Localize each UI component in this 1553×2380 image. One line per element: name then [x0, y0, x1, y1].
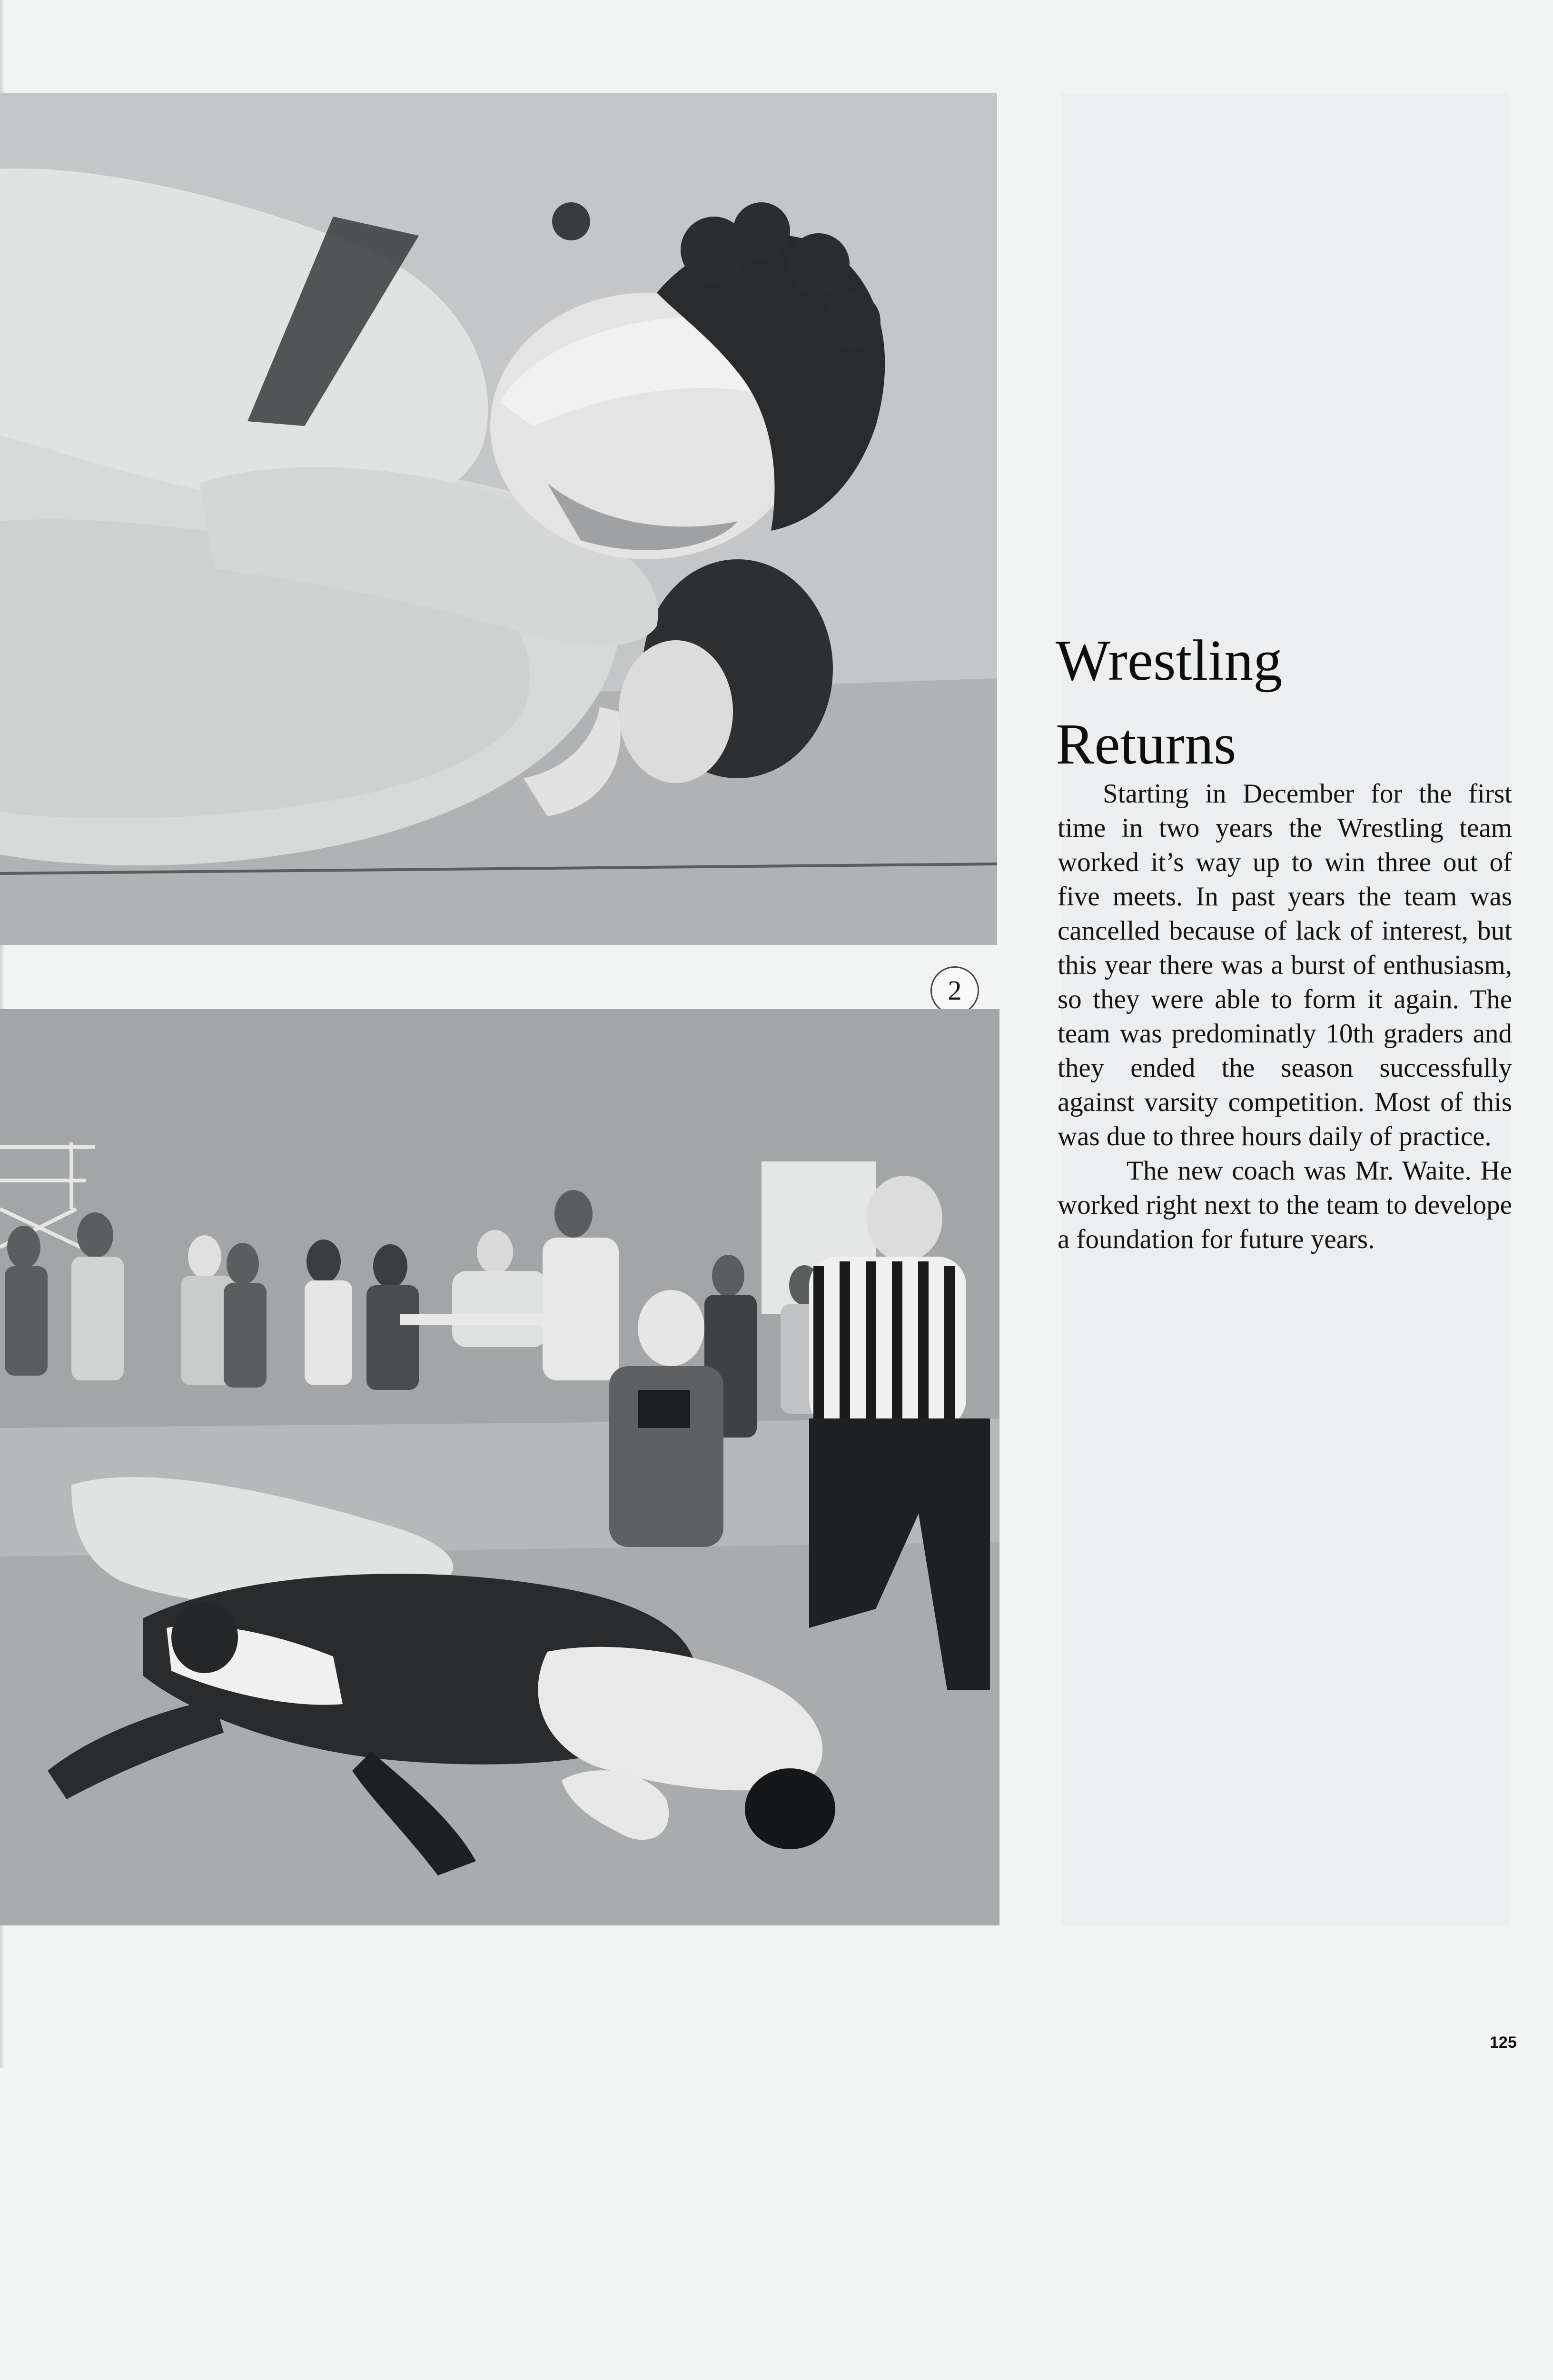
article-paragraph: The new coach was Mr. Waite. He worked right next to the team to develope a foundation for future years. — [1058, 1156, 1512, 1254]
wrestlers-closeup-photo — [0, 93, 997, 1006]
article-body — [1058, 777, 1512, 1257]
headline-line-1: Wrestling — [1056, 628, 1283, 693]
wrestling-match-photo — [0, 1009, 999, 1925]
wrestlers-closeup-illustration — [0, 93, 997, 945]
photo-number-badge: 2 — [930, 966, 979, 1015]
wrestling-match-illustration — [0, 1009, 999, 1925]
headline-line-2: Returns — [1056, 712, 1236, 776]
page-number: 125 — [1490, 2033, 1517, 2052]
article-paragraph: Starting in December for the first time in two years the Wrestling team worked it’s way up to win three out of five meets. In past years the team was cancelled because of lack of interest, but this year there was a burst of enthusiasm, so they were able to form it again. The team was predominatly 10th graders and they ended the season successfully against varsity competition. Most of this was due to three hours daily of practice. — [1058, 779, 1512, 1151]
article-headline — [1056, 619, 1513, 786]
